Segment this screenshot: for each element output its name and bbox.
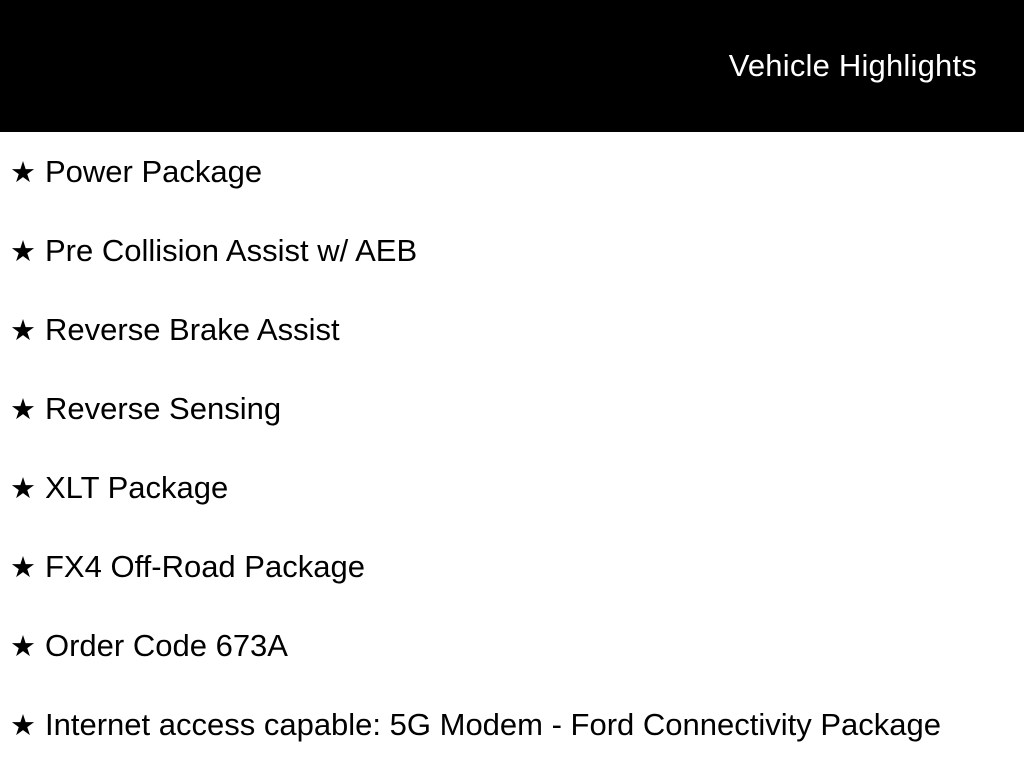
list-item [0, 211, 1024, 290]
list-item [0, 132, 1024, 211]
list-item [0, 448, 1024, 527]
list-item [0, 369, 1024, 448]
item-label: Reverse Sensing [45, 391, 282, 426]
star-icon: ★ [10, 471, 36, 505]
item-label: Internet access capable: 5G Modem - Ford Connectivity Package [45, 707, 941, 742]
header-bar [0, 0, 1024, 132]
list-item [0, 685, 1024, 764]
star-icon: ★ [10, 155, 36, 189]
item-label: Order Code 673A [45, 628, 288, 663]
star-icon: ★ [10, 550, 36, 584]
list-item [0, 290, 1024, 369]
star-icon: ★ [10, 313, 36, 347]
star-icon: ★ [10, 234, 36, 268]
item-label: Power Package [45, 154, 263, 189]
star-icon: ★ [10, 708, 36, 742]
list-item [0, 527, 1024, 606]
item-label: Reverse Brake Assist [45, 312, 340, 347]
star-icon: ★ [10, 392, 36, 426]
page-title: Vehicle Highlights [728, 48, 977, 83]
item-label: Pre Collision Assist w/ AEB [45, 233, 418, 268]
highlights-list [0, 132, 1024, 764]
item-label: FX4 Off-Road Package [45, 549, 365, 584]
star-icon: ★ [10, 629, 36, 663]
list-item [0, 606, 1024, 685]
item-label: XLT Package [45, 470, 229, 505]
